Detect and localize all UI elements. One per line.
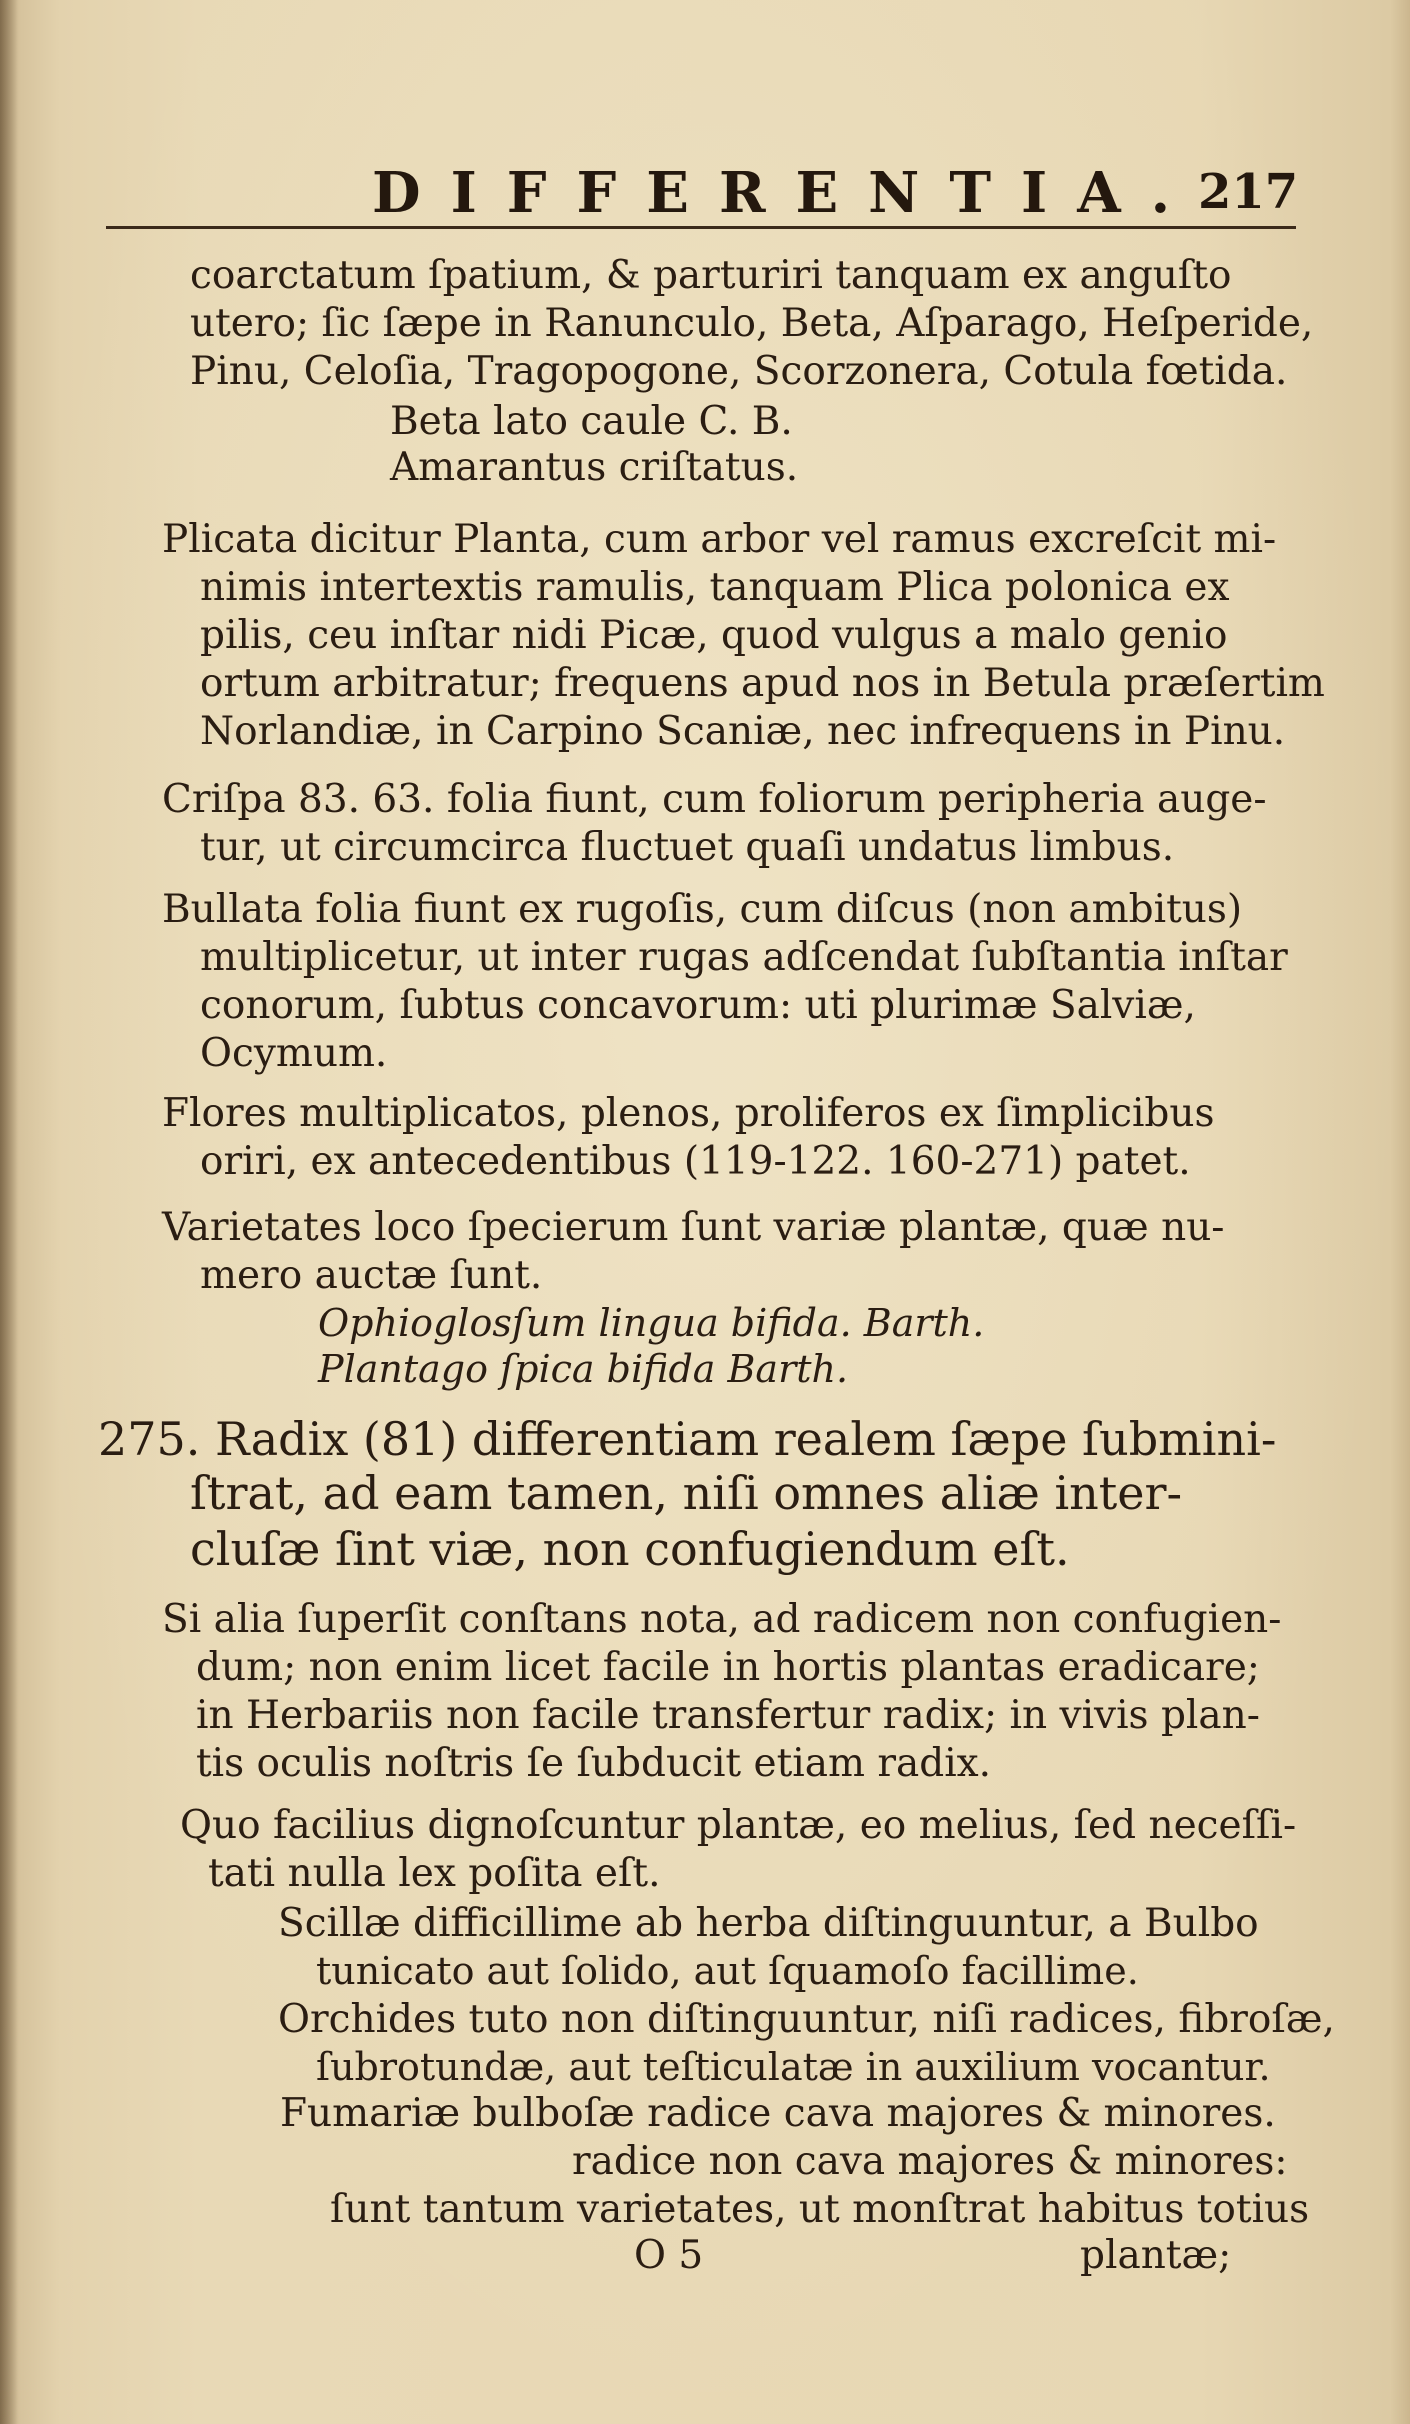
text-line: ortum arbitratur; frequens apud nos in Betula præſertim xyxy=(200,661,1325,706)
text-line: ſubrotundæ, aut teſticulatæ in auxilium vocantur. xyxy=(316,2045,1271,2089)
text-line: coarctatum ſpatium, & parturiri tanquam ex anguſto xyxy=(190,253,1232,298)
text-line: utero; ſic ſæpe in Ranunculo, Beta, Aſparago, Heſperide, xyxy=(190,301,1314,346)
running-title: DIFFERENTIA. xyxy=(372,160,1201,226)
section-line: cluſæ ſint viæ, non confugiendum eſt. xyxy=(190,1522,1070,1576)
text-line: nimis intertextis ramulis, tanquam Plica polonica ex xyxy=(200,565,1230,610)
text-line: Criſpa 83. 63. folia fiunt, cum foliorum peripheria auge- xyxy=(162,777,1267,822)
signature-mark: O 5 xyxy=(634,2233,704,2278)
text-line: Ophioglosſum lingua bifida. Barth. xyxy=(318,1301,985,1345)
text-line: tur, ut circumcirca fluctuet quaſi undatus limbus. xyxy=(200,825,1175,870)
text-line: Quo facilius dignoſcuntur plantæ, eo melius, ſed neceſſi- xyxy=(180,1803,1297,1848)
text-line: ſunt tantum varietates, ut monſtrat habitus totius xyxy=(330,2187,1310,2232)
page-header xyxy=(0,150,1410,226)
text-line: Bullata folia fiunt ex rugoſis, cum diſcus (non ambitus) xyxy=(162,887,1243,932)
text-line: Fumariæ bulboſæ radice cava majores & minores. xyxy=(280,2091,1276,2136)
text-line: conorum, ſubtus concavorum: uti plurimæ Salviæ, xyxy=(200,983,1196,1028)
text-line: Plantago ſpica bifida Barth. xyxy=(318,1347,849,1391)
text-line: radice non cava majores & minores: xyxy=(572,2139,1288,2184)
text-line: dum; non enim licet facile in hortis plantas eradicare; xyxy=(196,1645,1260,1690)
text-line: Flores multiplicatos, plenos, proliferos ex ſimplicibus xyxy=(162,1091,1215,1136)
catchword: plantæ; xyxy=(1080,2233,1232,2278)
text-line: Varietates loco ſpecierum ſunt variæ plantæ, quæ nu- xyxy=(162,1205,1225,1250)
text-line: Beta lato caule C. B. xyxy=(390,399,793,444)
text-line: Plicata dicitur Planta, cum arbor vel ramus excreſcit mi- xyxy=(162,517,1277,562)
text-line: mero auctæ ſunt. xyxy=(200,1253,543,1298)
text-line: Norlandiæ, in Carpino Scaniæ, nec infrequens in Pinu. xyxy=(200,709,1286,754)
section-line: 275. Radix (81) differentiam realem ſæpe ſubmini- xyxy=(98,1412,1277,1466)
text-line: tati nulla lex poſita eſt. xyxy=(208,1851,661,1896)
text-line: tis oculis noſtris ſe ſubducit etiam radix. xyxy=(196,1741,992,1786)
text-line: Ocymum. xyxy=(200,1031,388,1076)
page-edge-shadow xyxy=(0,0,18,2424)
text-line: Amarantus criſtatus. xyxy=(390,445,799,490)
text-line: oriri, ex antecedentibus (119-122. 160-271) patet. xyxy=(200,1139,1191,1184)
text-line: Scillæ difficillime ab herba diſtinguuntur, a Bulbo xyxy=(278,1901,1259,1946)
text-line: multiplicetur, ut inter rugas adſcendat ſubſtantia inſtar xyxy=(200,935,1288,980)
text-line: pilis, ceu inſtar nidi Picæ, quod vulgus a malo genio xyxy=(200,613,1228,658)
text-line: in Herbariis non facile transfertur radix; in vivis plan- xyxy=(196,1693,1260,1738)
text-line: Si alia ſuperſit conſtans nota, ad radicem non confugien- xyxy=(162,1597,1282,1642)
text-line: Orchides tuto non diſtinguuntur, niſi radices, fibroſæ, xyxy=(278,1997,1335,2042)
text-line: tunicato aut ſolido, aut ſquamoſo facillime. xyxy=(316,1949,1139,1993)
header-rule xyxy=(106,226,1296,229)
page-number: 217 xyxy=(1198,164,1299,220)
section-line: ſtrat, ad eam tamen, niſi omnes aliæ inter- xyxy=(190,1466,1183,1520)
text-line: Pinu, Celoſia, Tragopogone, Scorzonera, Cotula fœtida. xyxy=(190,349,1288,394)
